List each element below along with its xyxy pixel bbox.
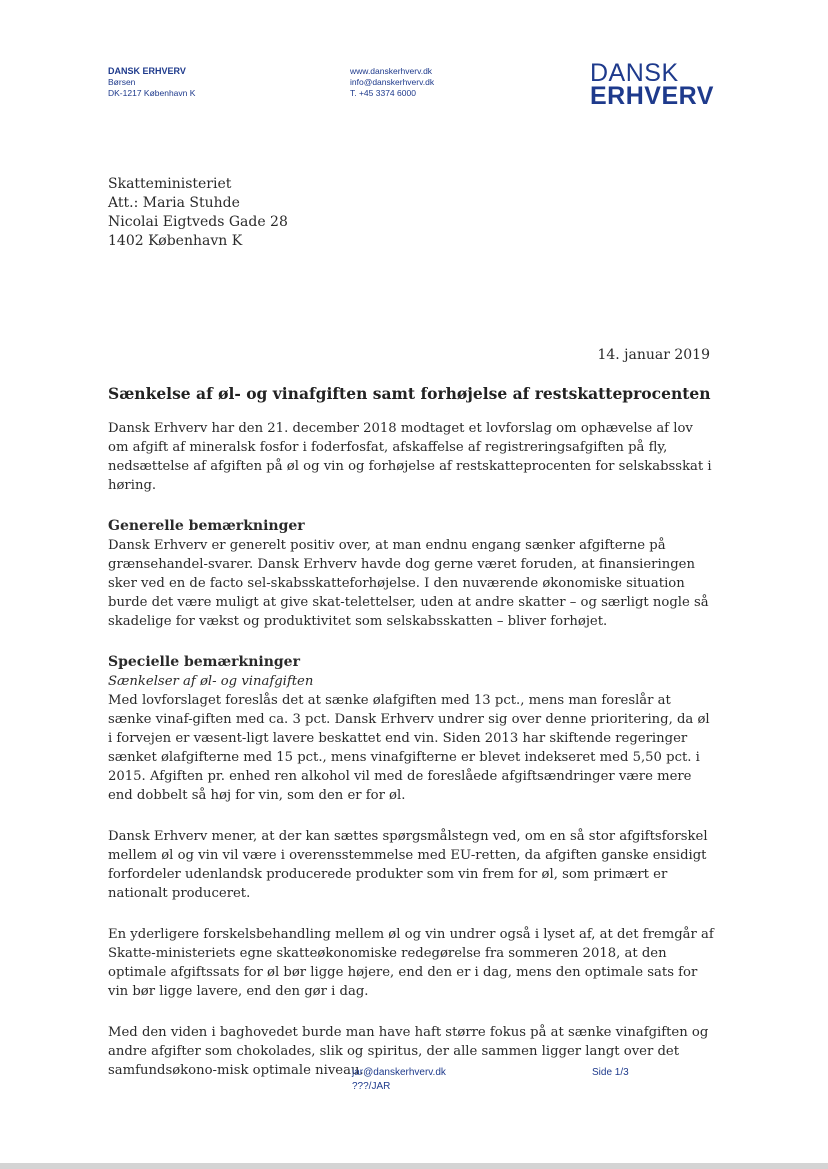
letter-body [108,419,716,1080]
letter-date: 14. januar 2019 [597,347,710,363]
sender-block [108,66,195,99]
phone-number: T. +45 3374 6000 [350,88,416,98]
recipient-line1: Skatteministeriet [108,176,232,192]
footer-contact [352,1066,446,1094]
sender-address-line2: DK-1217 København K [108,88,196,98]
letter-subject: Sænkelse af øl- og vinafgiften samt forhøjelse af restskatteprocenten [108,384,711,403]
general-remarks-paragraph: Dansk Erhverv er generelt positiv over, at man endnu engang sænker afgifterne på grænsehandel-svarer. Dansk Erhverv havde dog gerne været foruden, at finansieringen sker ved en de facto sel-skabsskatteforhøjelse. I den nuværende økonomiske situation burde det være muligt at give skat-telettelser, uden at andre skatter – og særligt nogle så skadelige for vækst og produktivitet som selskabsskatten – bliver forhøjet. [108,538,709,629]
sender-company: DANSK ERHVERV [108,66,186,76]
heading-specific-remarks: Specielle bemærkninger [108,654,300,670]
company-logo [590,59,714,110]
footer-initials: ???/JAR [352,1081,391,1092]
intro-paragraph: Dansk Erhverv har den 21. december 2018 modtaget et lovforslag om ophævelse af lov om afgift af mineralsk fosfor i foderfosfat, afskaffelse af registreringsafgiften på fly, nedsættelse af afgiften på øl og vin og forhøjelse af restskatteprocenten for selskabsskat i høring. [108,421,712,493]
sender-address-line1: Børsen [108,77,136,87]
contact-block [350,66,434,99]
beer-wine-paragraph: Med lovforslaget foreslås det at sænke ølafgiften med 13 pct., mens man foreslår at sænke vinaf-giften med ca. 3 pct. Dansk Erhverv undrer sig over denne prioritering, da øl i forvejen er væsent-ligt lavere beskattet end vin. Siden 2013 har skiftende regeringer sænket ølafgifterne med 15 pct., mens vinafgifterne er blevet indekseret med 5,50 pct. i 2015. Afgiften pr. enhed ren alkohol vil med de foreslåede afgiftsændringer være mere end dobbelt så høj for vin, som den er for øl. [108,693,710,803]
recipient-line4: 1402 København K [108,233,243,249]
heading-general-remarks: Generelle bemærkninger [108,518,305,534]
eu-law-paragraph: Dansk Erhverv mener, at der kan sættes spørgsmålstegn ved, om en så stor afgiftsforskel mellem øl og vin vil være i overensstemmelse med EU-retten, da afgiften ganske ensidigt forfordeler udenlandsk producerede produkter som vin frem for øl, som primært er nationalt produceret. [108,829,708,901]
logo-line1: DANSK [590,59,679,87]
website-link[interactable]: www.danskerhverv.dk [350,66,433,76]
recipient-line3: Nicolai Eigtveds Gade 28 [108,214,288,230]
footer-email-link[interactable]: jar@danskerhverv.dk [352,1067,446,1078]
recipient-address [108,175,288,251]
subheading-beer-wine: Sænkelser af øl- og vinafgiften [108,674,314,689]
recipient-line2: Att.: Maria Stuhde [108,195,240,211]
scan-edge [0,1163,828,1169]
differential-treatment-paragraph: En yderligere forskelsbehandling mellem øl og vin undrer også i lyset af, at det fremgår af Skatte-ministeriets egne skatteøkonomiske redegørelse fra sommeren 2018, at den optimale afgiftssats for øl bør ligge højere, end den er i dag, mens den optimale sats for vin bør ligge lavere, end den gør i dag. [108,927,714,999]
contact-email-link[interactable]: info@danskerhverv.dk [350,77,435,87]
logo-line2: ERHVERV [590,82,714,110]
conclusion-paragraph: Med den viden i baghovedet burde man have haft større fokus på at sænke vinafgiften og andre afgifter som chokolades, slik og spiritus, der alle sammen ligger langt over det samfundsøkono-misk optimale niveau. [108,1025,709,1078]
page-number: Side 1/3 [592,1067,629,1078]
